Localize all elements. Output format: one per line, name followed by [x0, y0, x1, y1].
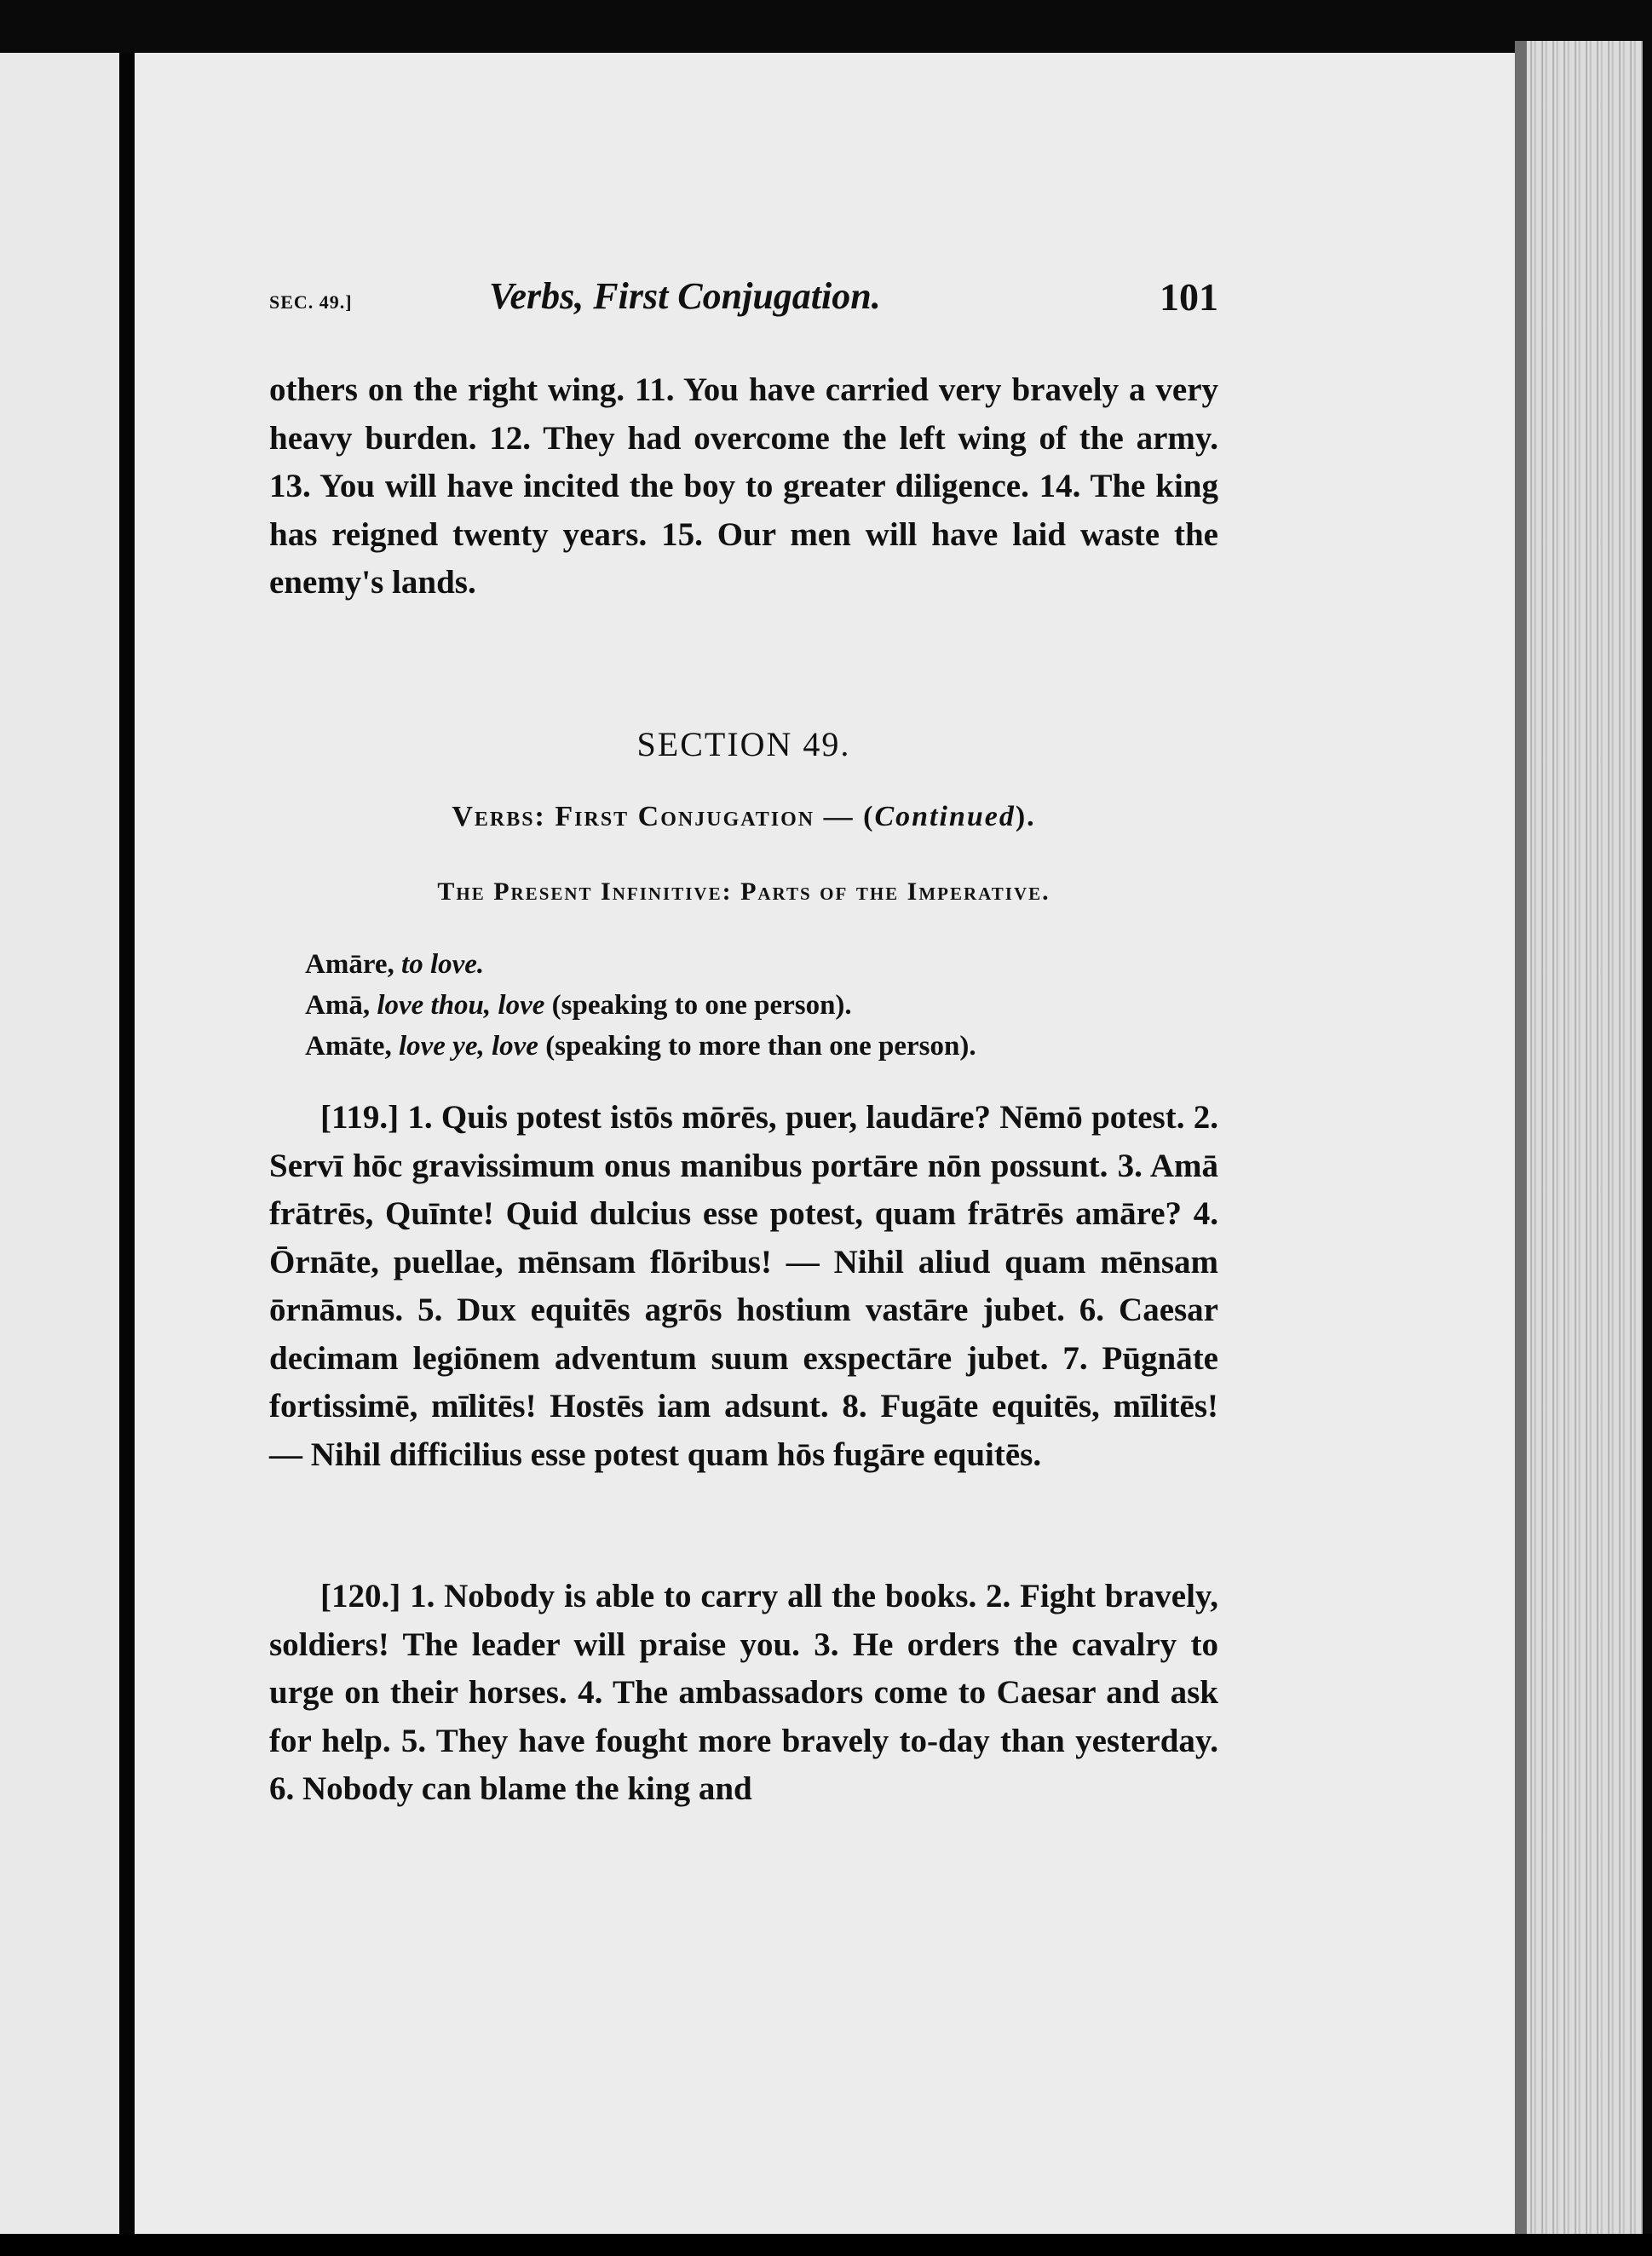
continued-paragraph	[269, 366, 1218, 607]
exercise-119-body: 1. Quis potest istōs mōrēs, puer, laudāre? Nēmō potest. 2. Servī hōc gravissimum onus manibus portāre nōn possunt. 3. Amā frātrēs, Quīnte! Quid dulcius esse potest, quam frātrēs amāre? 4. Ōrnāte, puellae, mēnsam flōribus! — Nihil aliud quam mēnsam ōrnāmus. 5. Dux equitēs agrōs hostium vastāre jubet. 6. Caesar decimam legiōnem adventum suum exspectāre jubet. 7. Pūgnāte fortissimē, mīlitēs! Hostēs iam adsunt. 8. Fugāte equitēs, mīlitēs! — Nihil difficilius esse potest quam hōs fugāre equitēs.	[269, 1099, 1219, 1473]
verb-form-line	[305, 1026, 1242, 1067]
exercise-120-text	[269, 1573, 1218, 1814]
verb-form: Amā,	[305, 990, 371, 1021]
verb-form-line	[305, 985, 1242, 1026]
section-reference: SEC. 49.]	[269, 291, 353, 313]
section-subtitle	[269, 801, 1218, 833]
book-gutter	[119, 53, 135, 2234]
exercise-119	[269, 1094, 1218, 1479]
page-edge-shadow	[1515, 41, 1527, 2243]
verb-meaning: love ye, love	[398, 1031, 538, 1062]
verb-form-line	[305, 944, 1242, 985]
page-stack-edge	[1515, 41, 1643, 2243]
verb-note: (speaking to more than one person).	[545, 1031, 976, 1062]
verb-note: (speaking to one person).	[551, 990, 852, 1021]
subtitle-end: ).	[1015, 801, 1036, 832]
subtitle-main: Verbs: First Conjugation — (	[452, 801, 875, 832]
verb-meaning: love thou, love	[377, 990, 545, 1021]
verb-forms-list	[305, 944, 1242, 1067]
subtitle-continued: Continued	[874, 801, 1016, 832]
section-title: SECTION 49.	[636, 725, 851, 763]
section-subheading: The Present Infinitive: Parts of the Imperative.	[437, 878, 1050, 906]
verb-form: Amāre,	[305, 949, 394, 980]
exercise-120	[269, 1573, 1218, 1814]
exercise-119-label: [119.]	[320, 1099, 400, 1136]
running-header	[269, 274, 1218, 325]
page-number: 101	[1160, 275, 1218, 319]
exercise-120-body: 1. Nobody is able to carry all the books. 2. Fight bravely, soldiers! The leader will praise you. 3. He orders the cavalry to urge on their horses. 4. The ambassadors come to Caesar and ask for help. 5. They have fought more bravely to-day than yesterday. 6. Nobody can blame the king and	[269, 1578, 1218, 1807]
verb-meaning: to love.	[401, 949, 485, 980]
exercise-120-label: [120.]	[320, 1578, 401, 1614]
facing-page-edge	[0, 53, 119, 2234]
running-title: Verbs, First Conjugation.	[489, 275, 881, 317]
verb-form: Amāte,	[305, 1031, 392, 1062]
scan-bottom-border	[0, 2234, 1652, 2256]
exercise-119-text	[269, 1094, 1218, 1479]
continued-text: others on the right wing. 11. You have carried very bravely a very heavy burden. 12. They had overcome the left wing of the army. 13. You will have incited the boy to greater diligence. 14. The king has reigned twenty years. 15. Our men will have laid waste the enemy's lands.	[269, 371, 1218, 601]
